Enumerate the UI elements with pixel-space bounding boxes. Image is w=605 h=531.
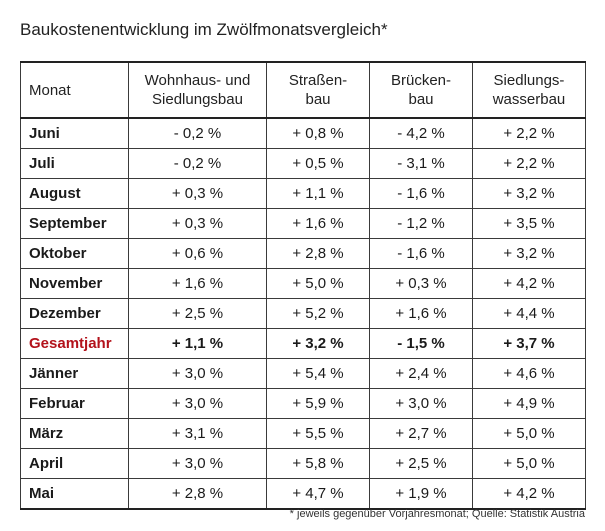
value-cell: + 1,6 % — [370, 299, 473, 329]
table-row — [21, 479, 586, 510]
month-cell: Juli — [21, 149, 129, 179]
value-cell: + 4,2 % — [473, 269, 586, 299]
value-cell: + 0,3 % — [129, 209, 267, 239]
value-cell: + 5,4 % — [267, 359, 370, 389]
header-line: Siedlungs- — [493, 72, 565, 89]
table-title: Baukostenentwicklung im Zwölfmonatsvergleich* — [20, 20, 388, 39]
header-line: Wohnhaus- und — [144, 72, 251, 89]
table-row — [21, 389, 586, 419]
value-cell: + 3,2 % — [473, 179, 586, 209]
total-value-cell: + 3,2 % — [267, 329, 370, 359]
header-row — [21, 62, 586, 118]
value-cell: + 0,8 % — [267, 118, 370, 149]
total-row — [21, 329, 586, 359]
value-cell: + 2,2 % — [473, 118, 586, 149]
value-cell: + 5,2 % — [267, 299, 370, 329]
value-cell: + 4,6 % — [473, 359, 586, 389]
value-cell: + 2,8 % — [129, 479, 267, 510]
value-cell: + 0,6 % — [129, 239, 267, 269]
value-cell: + 4,2 % — [473, 479, 586, 510]
value-cell: + 5,8 % — [267, 449, 370, 479]
value-cell: + 3,0 % — [129, 359, 267, 389]
value-cell: - 0,2 % — [129, 118, 267, 149]
header-monat — [21, 62, 129, 118]
table-row — [21, 239, 586, 269]
value-cell: + 0,3 % — [129, 179, 267, 209]
value-cell: - 1,2 % — [370, 209, 473, 239]
total-value-cell: + 1,1 % — [129, 329, 267, 359]
table-row — [21, 419, 586, 449]
value-cell: + 3,1 % — [129, 419, 267, 449]
value-cell: + 2,4 % — [370, 359, 473, 389]
value-cell: - 1,6 % — [370, 179, 473, 209]
month-cell: April — [21, 449, 129, 479]
value-cell: + 5,9 % — [267, 389, 370, 419]
header-wohnhaus — [129, 62, 267, 118]
total-value-cell: - 1,5 % — [370, 329, 473, 359]
header-line: Brücken- — [390, 72, 452, 89]
value-cell: + 3,0 % — [370, 389, 473, 419]
value-cell: + 4,4 % — [473, 299, 586, 329]
month-cell: Jänner — [21, 359, 129, 389]
header-line: bau — [408, 91, 434, 108]
table-row — [21, 359, 586, 389]
table-row — [21, 299, 586, 329]
value-cell: + 4,9 % — [473, 389, 586, 419]
value-cell: - 4,2 % — [370, 118, 473, 149]
value-cell: + 1,6 % — [267, 209, 370, 239]
cost-table — [20, 61, 586, 510]
value-cell: + 4,7 % — [267, 479, 370, 510]
value-cell: + 1,9 % — [370, 479, 473, 510]
value-cell: + 5,0 % — [473, 419, 586, 449]
value-cell: + 3,5 % — [473, 209, 586, 239]
value-cell: + 3,0 % — [129, 449, 267, 479]
header-line: Siedlungsbau — [152, 91, 243, 108]
value-cell: + 1,1 % — [267, 179, 370, 209]
header-line: Monat — [29, 81, 71, 99]
total-value-cell: + 3,7 % — [473, 329, 586, 359]
value-cell: + 2,8 % — [267, 239, 370, 269]
value-cell: - 3,1 % — [370, 149, 473, 179]
value-cell: + 5,0 % — [267, 269, 370, 299]
value-cell: - 0,2 % — [129, 149, 267, 179]
table-row — [21, 209, 586, 239]
header-line: Straßen- — [288, 72, 348, 89]
month-cell: November — [21, 269, 129, 299]
month-cell: August — [21, 179, 129, 209]
total-label: Gesamtjahr — [21, 329, 129, 359]
table-row — [21, 149, 586, 179]
source-footnote: * jeweils gegenüber Vorjahresmonat; Quelle: Statistik Austria — [289, 508, 585, 520]
table-row — [21, 179, 586, 209]
value-cell: + 1,6 % — [129, 269, 267, 299]
header-line: wasserbau — [492, 91, 566, 108]
value-cell: + 3,2 % — [473, 239, 586, 269]
header-strassenbau — [267, 62, 370, 118]
value-cell: + 5,0 % — [473, 449, 586, 479]
value-cell: + 2,5 % — [370, 449, 473, 479]
value-cell: + 0,3 % — [370, 269, 473, 299]
value-cell: - 1,6 % — [370, 239, 473, 269]
header-brueckenbau — [370, 62, 473, 118]
month-cell: Juni — [21, 118, 129, 149]
header-siedlungswasserbau — [473, 62, 586, 118]
value-cell: + 0,5 % — [267, 149, 370, 179]
table-row — [21, 449, 586, 479]
month-cell: Dezember — [21, 299, 129, 329]
value-cell: + 2,5 % — [129, 299, 267, 329]
month-cell: Oktober — [21, 239, 129, 269]
month-cell: März — [21, 419, 129, 449]
value-cell: + 3,0 % — [129, 389, 267, 419]
month-cell: Mai — [21, 479, 129, 510]
table-row — [21, 269, 586, 299]
table-row — [21, 118, 586, 149]
month-cell: September — [21, 209, 129, 239]
value-cell: + 2,2 % — [473, 149, 586, 179]
header-line: bau — [305, 91, 331, 108]
month-cell: Februar — [21, 389, 129, 419]
value-cell: + 5,5 % — [267, 419, 370, 449]
value-cell: + 2,7 % — [370, 419, 473, 449]
